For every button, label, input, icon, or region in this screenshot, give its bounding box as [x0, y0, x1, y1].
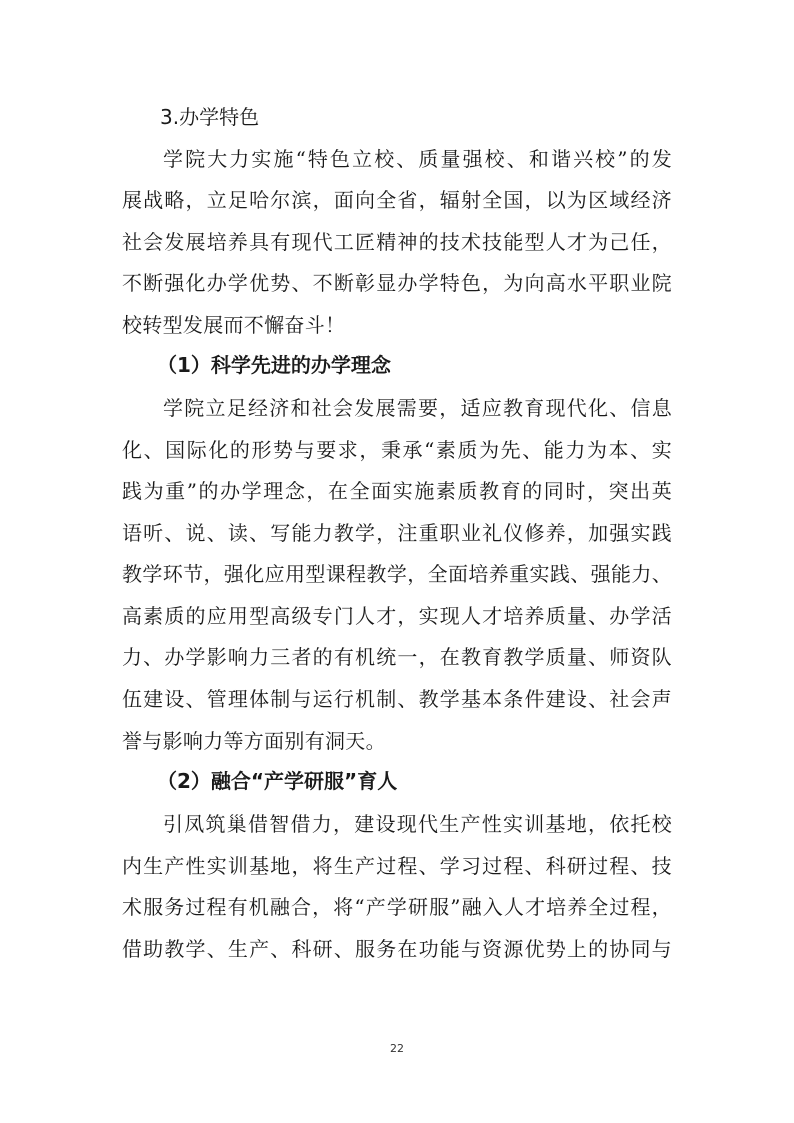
subsection-heading-1: （1）科学先进的办学理念: [157, 353, 391, 377]
paragraph-line: 引凤筑巢借智借力，建设现代生产性实训基地，依托校: [163, 812, 672, 836]
paragraph-line: 高素质的应用型高级专门人才，实现人才培养质量、办学活: [122, 604, 672, 628]
paragraph-line: 伍建设、管理体制与运行机制、教学基本条件建设、社会声: [122, 687, 672, 711]
subsection-heading-2: （2）融合“产学研服”育人: [157, 769, 398, 793]
paragraph-line: 誉与影响力等方面别有洞天。: [122, 729, 386, 753]
paragraph-line: 不断强化办学优势、不断彰显办学特色，为向高水平职业院: [122, 271, 672, 295]
paragraph-line: 践为重”的办学理念，在全面实施素质教育的同时，突出英: [122, 479, 672, 503]
paragraph-line: 内生产性实训基地，将生产过程、学习过程、科研过程、技: [122, 854, 672, 878]
paragraph-line: 社会发展培养具有现代工匠精神的技术技能型人才为己任，: [122, 230, 672, 254]
paragraph-line: 力、办学影响力三者的有机统一，在教育教学质量、师资队: [122, 645, 672, 669]
paragraph-line: 展战略，立足哈尔滨，面向全省，辐射全国，以为区域经济: [122, 188, 672, 212]
paragraph-line: 校转型发展而不懈奋斗！: [122, 313, 346, 337]
paragraph-line: 借助教学、生产、科研、服务在功能与资源优势上的协同与: [122, 937, 672, 961]
section-heading: 3.办学特色: [160, 105, 260, 129]
paragraph-line: 术服务过程有机融合，将“产学研服”融入人才培养全过程，: [122, 895, 672, 919]
page-number: 22: [390, 1042, 404, 1055]
paragraph-line: 学院立足经济和社会发展需要，适应教育现代化、信息: [163, 396, 672, 420]
paragraph-line: 教学环节，强化应用型课程教学，全面培养重实践、强能力、: [122, 562, 672, 586]
paragraph-line: 化、国际化的形势与要求，秉承“素质为先、能力为本、实: [122, 438, 672, 462]
paragraph-line: 语听、说、读、写能力教学，注重职业礼仪修养，加强实践: [122, 521, 672, 545]
paragraph-line: 学院大力实施“特色立校、质量强校、和谐兴校”的发: [163, 147, 672, 171]
